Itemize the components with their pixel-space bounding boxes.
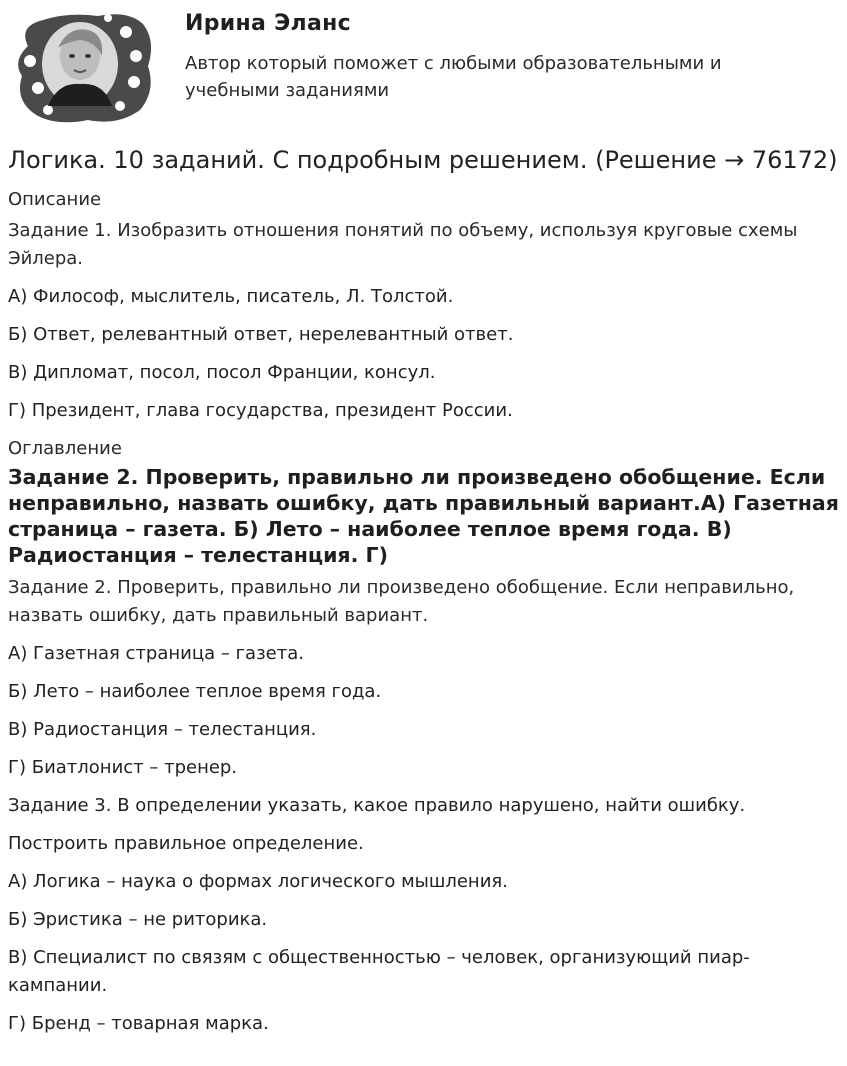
task3-item-g: Г) Бренд – товарная марка. [8,1013,269,1034]
author-card [8,6,838,126]
task1-item-a: А) Философ, мыслитель, писатель, Л. Толстой. [8,286,454,307]
task3-text: Задание 3. В определении указать, какое правило нарушено, найти ошибку. [8,795,746,816]
task3-item-b: Б) Эристика – не риторика. [8,909,268,930]
task1-item-v: В) Дипломат, посол, посол Франции, консул. [8,362,436,383]
toc-heading[interactable]: Задание 2. Проверить, правильно ли произведено обобщение. Если неправильно, назвать ошибку, дать правильный вариант.А) Газетная страница – газета. Б) Лето – наиболее теплое время года. В) Радиостанция – телестанция. Г) [8,465,839,567]
task2-text: Задание 2. Проверить, правильно ли произведено обобщение. Если неправильно, назвать ошибку, дать правильный вариант. [8,577,795,626]
task3-item-a: А) Логика – наука о формах логического мышления. [8,871,508,892]
page-title: Логика. 10 заданий. С подробным решением. (Решение → 76172) [8,146,838,174]
task1-item-g: Г) Президент, глава государства, президент России. [8,400,513,421]
description-label: Описание [8,189,102,210]
task3-item-v: В) Специалист по связям с общественностью – человек, организующий пиар-кампании. [8,947,750,996]
toc-label: Оглавление [8,438,122,459]
author-name[interactable]: Ирина Эланс [185,11,351,36]
task1-text: Задание 1. Изобразить отношения понятий по объему, используя круговые схемы Эйлера. [8,220,798,269]
main-content [8,186,843,1038]
task2-item-b: Б) Лето – наиболее теплое время года. [8,681,382,702]
task1-item-b: Б) Ответ, релевантный ответ, нерелевантный ответ. [8,324,514,345]
task3-text-2: Построить правильное определение. [8,833,364,854]
task2-item-v: В) Радиостанция – телестанция. [8,719,317,740]
author-avatar[interactable] [8,6,153,126]
task2-item-a: А) Газетная страница – газета. [8,643,304,664]
task2-item-g: Г) Биатлонист – тренер. [8,757,238,778]
author-description: Автор который поможет с любыми образовательными и учебными заданиями [185,53,722,101]
